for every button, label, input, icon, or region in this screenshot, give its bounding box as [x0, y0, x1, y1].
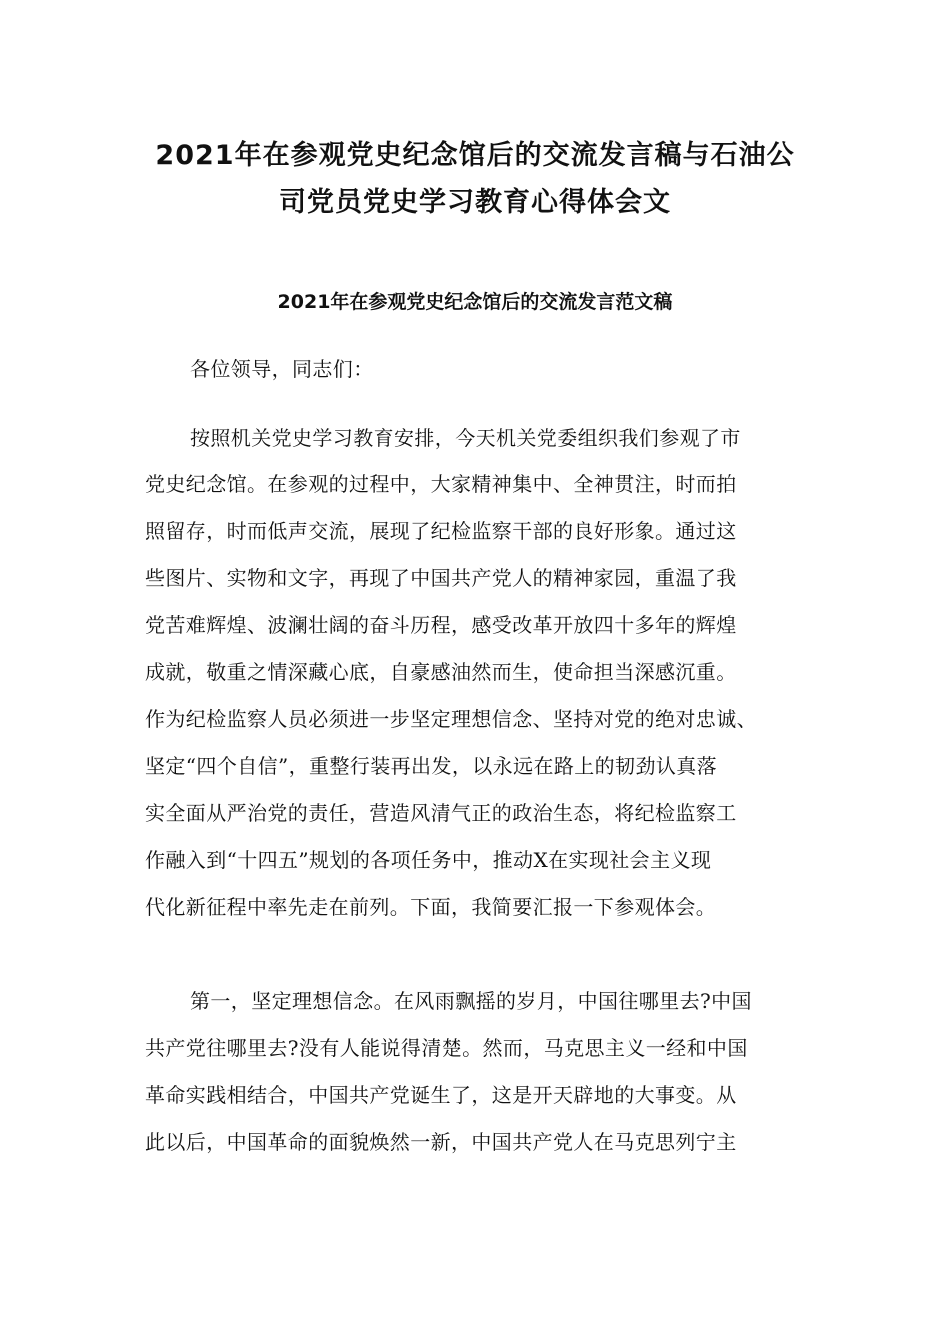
paragraph-1-line: 作融入到“十四五”规划的各项任务中，推动X在实现社会主义现 — [145, 848, 712, 872]
paragraph-1-line: 党史纪念馆。在参观的过程中，大家精神集中、全神贯注，时而拍 — [145, 472, 737, 496]
paragraph-1-line: 些图片、实物和文字，再现了中国共产党人的精神家园，重温了我 — [145, 566, 737, 590]
document-title-line-1: 2021年在参观党史纪念馆后的交流发言稿与石油公 — [155, 140, 795, 171]
paragraph-2-line: 第一，坚定理想信念。在风雨飘摇的岁月，中国往哪里去?中国 — [190, 989, 752, 1013]
paragraph-1-line: 照留存，时而低声交流，展现了纪检监察干部的良好形象。通过这 — [145, 519, 737, 543]
greeting: 各位领导，同志们： — [190, 357, 374, 381]
paragraph-2-line: 此以后，中国革命的面貌焕然一新，中国共产党人在马克思列宁主 — [145, 1130, 737, 1154]
paragraph-2-line: 共产党往哪里去?没有人能说得清楚。然而，马克思主义一经和中国 — [145, 1036, 748, 1060]
section-subtitle: 2021年在参观党史纪念馆后的交流发言范文稿 — [277, 291, 673, 313]
paragraph-1-line: 实全面从严治党的责任，营造风清气正的政治生态，将纪检监察工 — [145, 801, 737, 825]
paragraph-1-line: 党苦难辉煌、波澜壮阔的奋斗历程，感受改革开放四十多年的辉煌 — [145, 613, 737, 637]
document-title-line-2: 司党员党史学习教育心得体会文 — [279, 187, 671, 218]
paragraph-2-line: 革命实践相结合，中国共产党诞生了，这是开天辟地的大事变。从 — [145, 1083, 737, 1107]
paragraph-1-line: 坚定“四个自信”，重整行装再出发，以永远在路上的韧劲认真落 — [145, 754, 718, 778]
paragraph-1-line: 按照机关党史学习教育安排，今天机关党委组织我们参观了市 — [190, 426, 741, 450]
paragraph-1-line: 代化新征程中率先走在前列。下面，我简要汇报一下参观体会。 — [145, 895, 717, 919]
paragraph-1-line: 成就，敬重之情深藏心底，自豪感油然而生，使命担当深感沉重。 — [145, 660, 737, 684]
paragraph-1-line: 作为纪检监察人员必须进一步坚定理想信念、坚持对党的绝对忠诚、 — [145, 707, 757, 731]
